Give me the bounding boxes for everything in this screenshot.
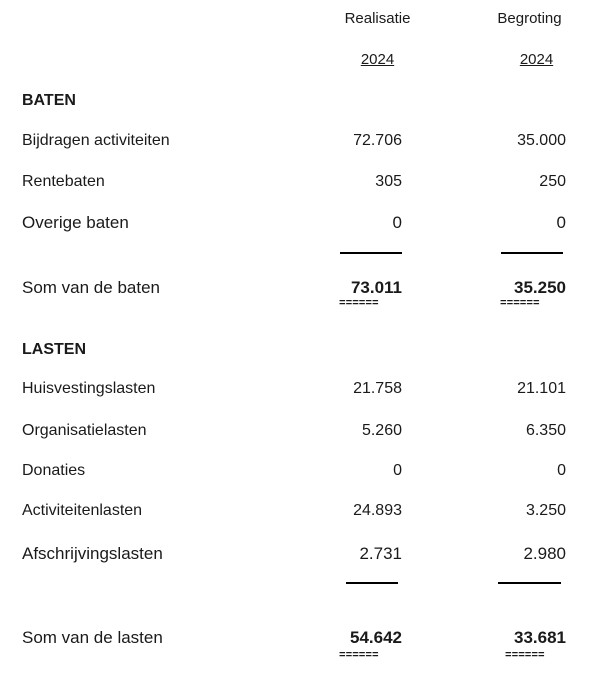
column-year-begroting: 2024 [519,51,554,68]
row-label-bijdragen-activiteiten: Bijdragen activiteiten [22,132,170,149]
value-realisatie-huisvestingslasten: 21.758 [353,380,402,397]
total-realisatie-lasten: 54.642 [350,628,402,647]
row-label-donaties: Donaties [22,462,86,479]
value-realisatie-bijdragen-activiteiten: 72.706 [353,132,402,149]
total-begroting-lasten: 33.681 [514,628,566,647]
section-title-baten: BATEN [22,92,76,109]
column-header-realisatie: Realisatie [344,10,411,27]
value-realisatie-overige-baten: 0 [392,213,402,232]
row-label-overige-baten: Overige baten [22,213,129,232]
value-realisatie-rentebaten: 305 [375,173,402,190]
value-begroting-bijdragen-activiteiten: 35.000 [517,132,566,149]
row-label-som-van-de-lasten: Som van de lasten [22,628,163,647]
double-underline-begroting-baten: ====== [500,298,540,310]
subtotal-rule-begroting-baten [501,252,563,254]
value-realisatie-organisatielasten: 5.260 [361,422,402,439]
subtotal-rule-realisatie-lasten [346,582,398,584]
double-underline-begroting-lasten: ====== [505,650,545,662]
row-label-som-van-de-baten: Som van de baten [22,278,160,297]
row-label-afschrijvingslasten: Afschrijvingslasten [22,544,163,563]
value-begroting-overige-baten: 0 [556,213,566,232]
value-begroting-donaties: 0 [557,462,566,479]
column-year-realisatie: 2024 [360,51,395,68]
section-title-lasten: LASTEN [22,341,86,358]
total-realisatie-baten: 73.011 [350,278,402,297]
value-begroting-organisatielasten: 6.350 [525,422,566,439]
row-label-huisvestingslasten: Huisvestingslasten [22,380,156,397]
value-realisatie-donaties: 0 [393,462,402,479]
value-realisatie-afschrijvingslasten: 2.731 [359,544,402,563]
row-label-organisatielasten: Organisatielasten [22,422,147,439]
value-begroting-afschrijvingslasten: 2.980 [523,544,566,563]
row-label-activiteitenlasten: Activiteitenlasten [22,502,143,519]
value-realisatie-activiteitenlasten: 24.893 [353,502,402,519]
value-begroting-rentebaten: 250 [539,173,566,190]
double-underline-realisatie-baten: ====== [339,298,379,310]
value-begroting-activiteitenlasten: 3.250 [525,502,566,519]
row-label-rentebaten: Rentebaten [22,173,105,190]
double-underline-realisatie-lasten: ====== [339,650,379,662]
total-begroting-baten: 35.250 [514,278,566,297]
subtotal-rule-begroting-lasten [498,582,561,584]
value-begroting-huisvestingslasten: 21.101 [517,380,566,397]
subtotal-rule-realisatie-baten [340,252,402,254]
column-header-begroting: Begroting [497,10,562,27]
